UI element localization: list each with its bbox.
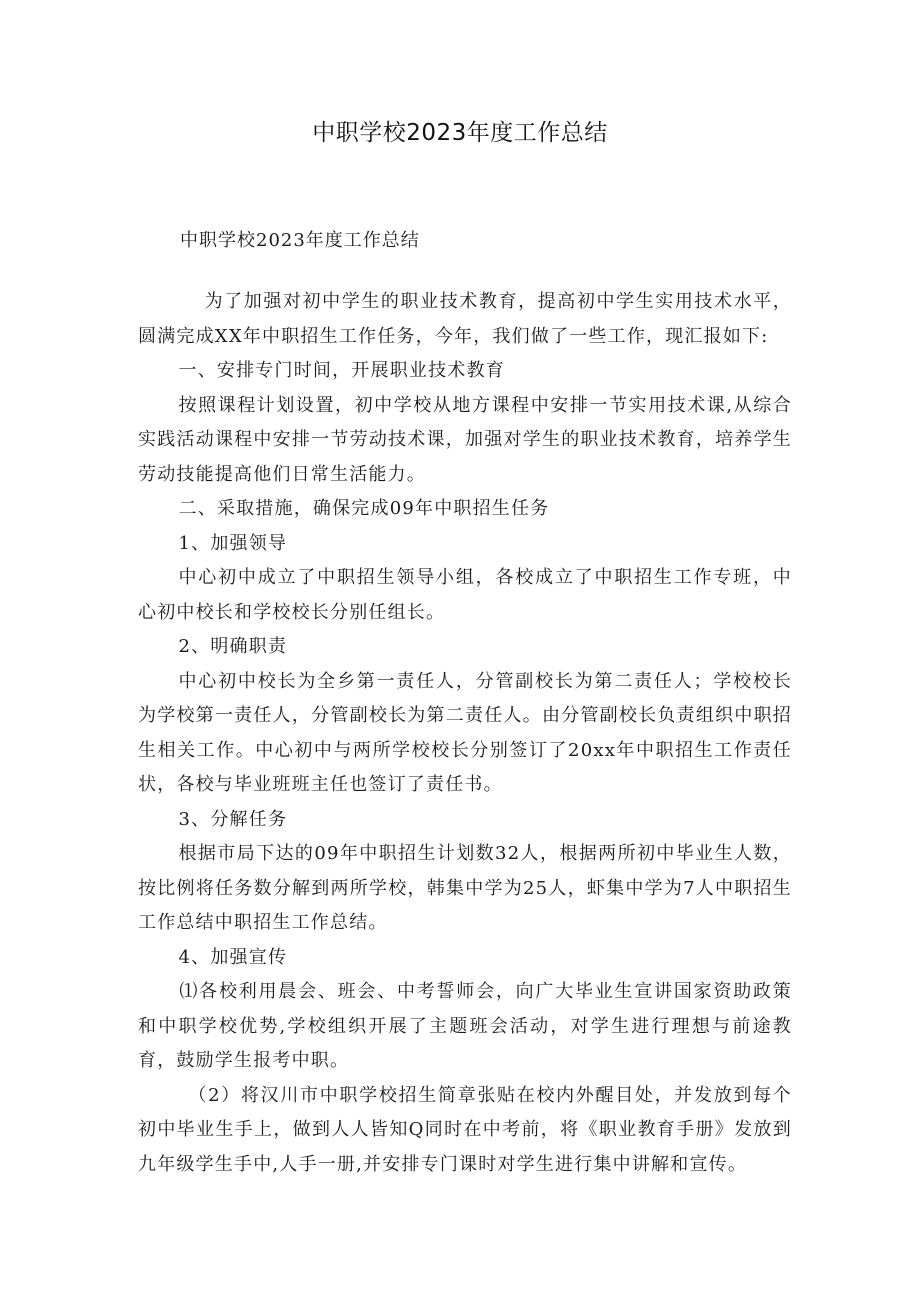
intro-paragraph: 为了加强对初中学生的职业技术教育，提高初中学生实用技术水平，圆满完成XX年中职招生工作任务，今年，我们做了一些工作，现汇报如下: (138, 291, 792, 347)
subheading-3: 3、分解任务 (178, 808, 288, 830)
document-title: 中职学校2023年度工作总结 (312, 120, 608, 146)
list-item: ⑴各校利用晨会、班会、中考誓师会，向广大毕业生宣讲国家资助政策和中职学校优势,学校组织开展了主题班会活动，对学生进行理想与前途教育，鼓励学生报考中职。 (138, 981, 792, 1071)
section-heading-2: 二、采取措施，确保完成09年中职招生任务 (178, 498, 550, 519)
paragraph: 中心初中成立了中职招生领导小组，各校成立了中职招生工作专班，中心初中校长和学校校长分别任组长。 (138, 567, 792, 623)
subheading-1: 1、加强领导 (178, 532, 288, 554)
section-heading-1: 一、安排专门时间，开展职业技术教育 (178, 360, 505, 381)
paragraph: 根据市局下达的09年中职招生计划数32人，根据两所初中毕业生人数，按比例将任务数分解到两所学校，韩集中学为25人，虾集中学为7人中职招生工作总结中职招生工作总结。 (138, 843, 792, 933)
document-body (138, 285, 792, 1182)
paragraph: 中心初中校长为全乡第一责任人，分管副校长为第二责任人；学校校长为学校第一责任人，分管副校长为第二责任人。由分管副校长负责组织中职招生相关工作。中心初中与两所学校校长分别签订了20xx年中职招生工作责任状，各校与毕业班班主任也签订了责任书。 (138, 670, 792, 795)
list-item: （2）将汉川市中职学校招生简章张贴在校内外醒目处，并发放到每个初中毕业生手上，做到人人皆知Q同时在中考前，将《职业教育手册》发放到九年级学生手中,人手一册,并安排专门课时对学生进行集中讲解和宣传。 (138, 1084, 792, 1175)
paragraph: 按照课程计划设置，初中学校从地方课程中安排一节实用技术课,从综合实践活动课程中安排一节劳动技术课，加强对学生的职业技术教育，培养学生劳动技能提高他们日常生活能力。 (138, 394, 792, 485)
document-subtitle: 中职学校2023年度工作总结 (180, 230, 420, 251)
subheading-4: 4、加强宣传 (178, 946, 288, 968)
subheading-2: 2、明确职责 (178, 636, 288, 657)
